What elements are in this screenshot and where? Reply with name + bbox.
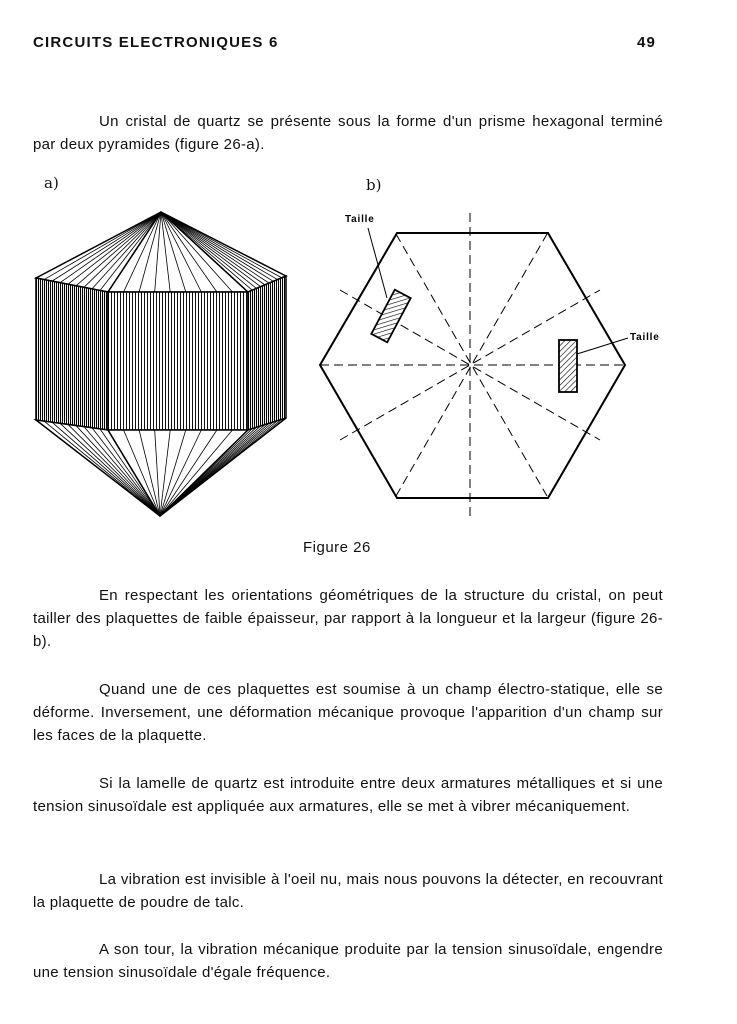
paragraph-vibration-text: Si la lamelle de quartz est introduite entre deux armatures métalliques et si une tension sinusoïdale est appliquée aux armatures, elle se met à vibrer mécaniquement. bbox=[33, 775, 663, 815]
prism-face-right bbox=[248, 276, 286, 430]
paragraph-cut-text: En respectant les orientations géométriques de la structure du cristal, on peut tailler des plaquettes de faible épaisseur, par rapport à la longueur et la largeur (figure 26-b). bbox=[33, 587, 663, 650]
panel-a-label: a) bbox=[44, 174, 59, 192]
leader-line-right bbox=[577, 338, 628, 354]
cut-label-right: Taille bbox=[630, 332, 660, 343]
paragraph-vibration bbox=[33, 772, 663, 818]
cut-plate-right bbox=[559, 340, 577, 392]
paragraph-talc bbox=[33, 868, 663, 914]
paragraph-intro-text: Un cristal de quartz se présente sous la forme d'un prisme hexagonal terminé par deux pyramides (figure 26-a). bbox=[33, 113, 663, 153]
paragraph-frequency-text: A son tour, la vibration mécanique produite par la tension sinusoïdale, engendre une tension sinusoïdale d'égale fréquence. bbox=[33, 941, 663, 981]
leader-line-left bbox=[368, 228, 387, 298]
cut-label-left: Taille bbox=[345, 214, 375, 225]
paragraph-piezo-text: Quand une de ces plaquettes est soumise à un champ électro-statique, elle se déforme. Inversement, une déformation mécanique provoque l'apparition d'un champ sur les faces de la plaquette. bbox=[33, 681, 663, 744]
panel-b-label: b) bbox=[366, 176, 382, 194]
quartz-crystal-drawing bbox=[36, 212, 286, 516]
hexagon-section-drawing bbox=[320, 213, 660, 520]
paragraph-frequency bbox=[33, 938, 663, 984]
figure-26 bbox=[0, 170, 737, 530]
paragraph-intro bbox=[33, 110, 663, 156]
cut-plate-left bbox=[371, 290, 410, 343]
page-number: 49 bbox=[637, 34, 657, 51]
prism-face-front bbox=[108, 292, 248, 430]
paragraph-talc-text: La vibration est invisible à l'oeil nu, mais nous pouvons la détecter, en recouvrant la plaquette de poudre de talc. bbox=[33, 871, 663, 911]
running-title: CIRCUITS ELECTRONIQUES 6 bbox=[33, 34, 279, 51]
paragraph-cut bbox=[33, 584, 663, 653]
prism-face-left bbox=[36, 278, 108, 430]
figure-caption: Figure 26 bbox=[303, 539, 371, 556]
paragraph-piezo bbox=[33, 678, 663, 747]
symmetry-axes bbox=[320, 213, 625, 520]
